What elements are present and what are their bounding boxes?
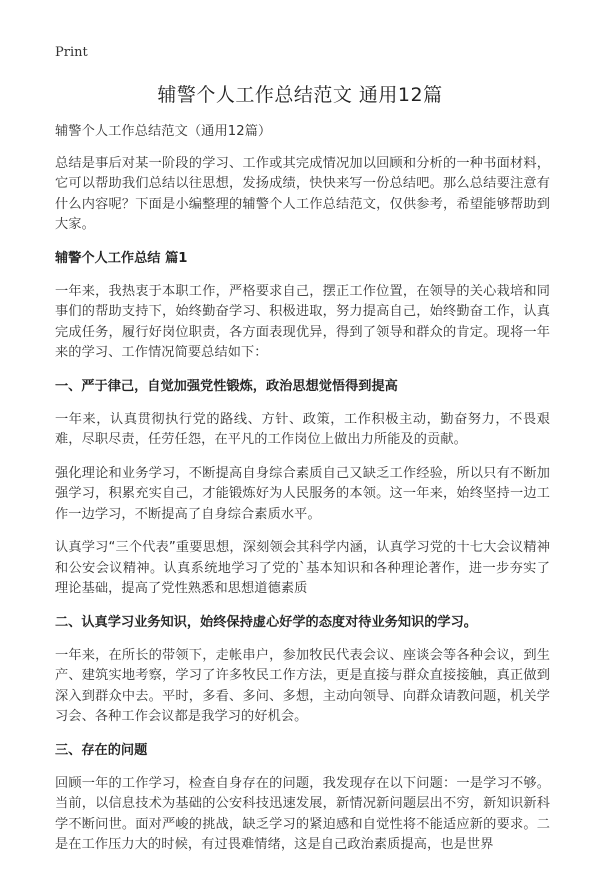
subheading-1: 一、严于律己，自觉加强党性锻炼，政治思想觉悟得到提高 <box>55 378 398 394</box>
section-heading-1: 辅警个人工作总结 篇1 <box>55 250 188 266</box>
section1-paragraph-1: 一年来，我热衷于本职工作，严格要求自己，摆正工作位置，在领导的关心栽培和同事们的帮助支持下，始终勤奋学习、积极进取，努力提高自己，始终勤奋工作，认真完成任务，履行好岗位职责，各方面表现优异，得到了领导和群众的肯定。现将一年来的学习、工作情况简要总结如下： <box>55 283 550 360</box>
sub2-paragraph-1: 一年来，在所长的带领下，走帐串户，参加牧民代表会议、座谈会等各种会议，到生产、建筑实地考察，学习了许多牧民工作方法，更是直接与群众直接接触，真正做到深入到群众中去。平时，多看、多问、多想，主动向领导、向群众请教问题，机关学习会、各种工作会议都是我学习的好机会。 <box>55 647 550 724</box>
print-label: Print <box>55 45 88 60</box>
sub1-paragraph-2: 强化理论和业务学习，不断提高自身综合素质自己又缺乏工作经验，所以只有不断加强学习，积累充实自己，才能锻炼好为人民服务的本领。这一年来，始终坚持一边工作一边学习，不断提高了自身综合素质水平。 <box>55 465 550 522</box>
intro-paragraph: 总结是事后对某一阶段的学习、工作或其完成情况加以回顾和分析的一种书面材料，它可以帮助我们总结以往思想，发扬成绩，快快来写一份总结吧。那么总结要注意有什么内容呢？下面是小编整理的辅警个人工作总结范文，仅供参考，希望能够帮助到大家。 <box>55 155 550 232</box>
document-body <box>55 122 550 869</box>
document-title: 辅警个人工作总结范文 通用12篇 <box>157 84 443 106</box>
sub1-paragraph-3: 认真学习“三个代表”重要思想，深刻领会其科学内涵，认真学习党的十七大会议精神和公安会议精神。认真系统地学习了党的`基本知识和各种理论著作，进一步夯实了理论基础，提高了党性熟悉和思想道德素质 <box>55 540 550 596</box>
sub3-paragraph-1: 回顾一年的工作学习，检查自身存在的问题，我发现存在以下问题：一是学习不够。当前，以信息技术为基础的公安科技迅速发展，新情况新问题层出不穷，新知识新科学不断问世。面对严峻的挑战，缺乏学习的紧迫感和自觉性将不能适应新的要求。二是在工作压力大的时候，有过畏难情绪，这是自己政治素质提高，也是世界 <box>55 775 550 852</box>
sub1-paragraph-1: 一年来，认真贯彻执行党的路线、方针、政策，工作积极主动，勤奋努力，不畏艰难，尽职尽责，任劳任怨，在平凡的工作岗位上做出力所能及的贡献。 <box>55 411 550 447</box>
subheading-2: 二、认真学习业务知识，始终保持虚心好学的态度对待业务知识的学习。 <box>55 614 477 630</box>
subheading-3: 三、存在的问题 <box>55 742 148 758</box>
document-subtitle: 辅警个人工作总结范文（通用12篇） <box>55 124 272 139</box>
